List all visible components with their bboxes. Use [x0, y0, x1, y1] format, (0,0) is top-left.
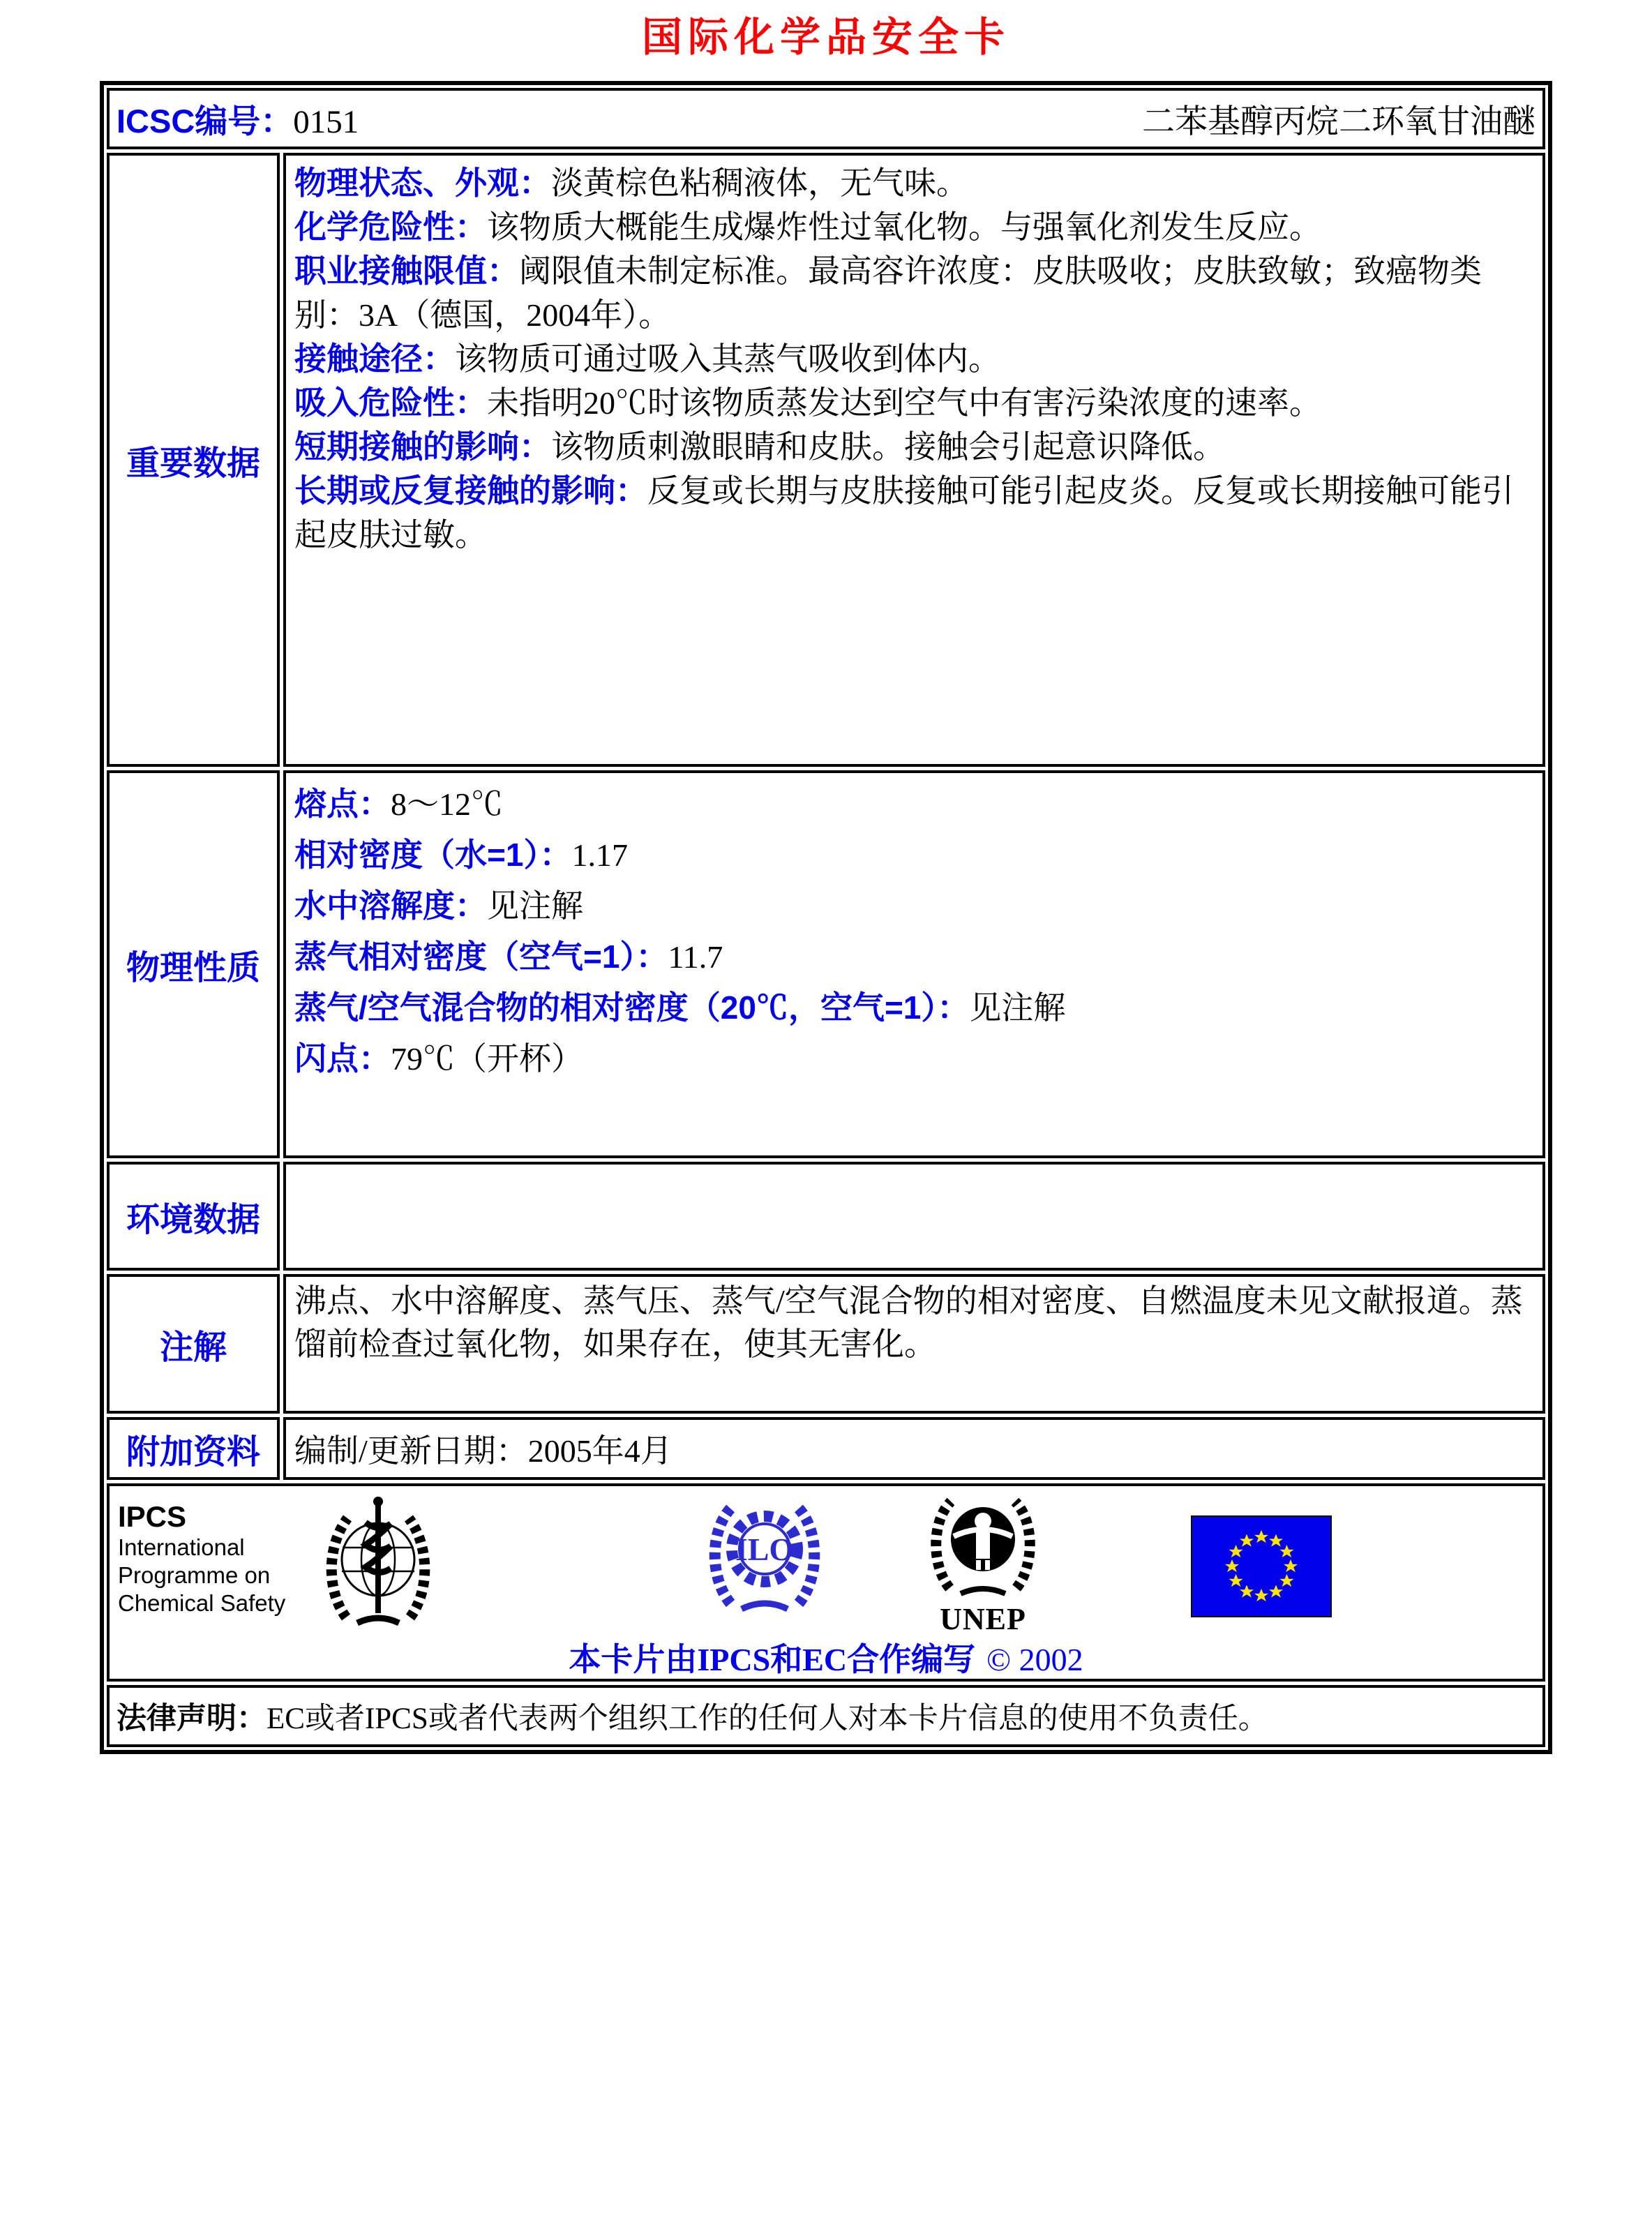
section-body-notes: 沸点、水中溶解度、蒸气压、蒸气/空气混合物的相对密度、自燃温度未见文献报道。蒸馏前检查过氧化物，如果存在，使其无害化。: [283, 1274, 1545, 1414]
item-label: 相对密度（水=1）：: [294, 837, 572, 873]
logos-footer-row: [107, 1483, 1545, 1682]
section-body-physical-properties: [283, 770, 1545, 1158]
item-label: 物理状态、外观：: [294, 165, 551, 201]
icsc-number-label: ICSC编号：: [117, 102, 294, 140]
section-body-important-data: [283, 153, 1545, 767]
chemical-name: 二苯基醇丙烷二环氧甘油醚: [1142, 103, 1535, 140]
item-label: 蒸气相对密度（空气=1）：: [294, 938, 668, 975]
item-text: 见注解: [487, 888, 583, 924]
section-heading-important-data: 重要数据: [107, 153, 280, 767]
important-item: [294, 205, 1534, 249]
ipcs-text-block: [118, 1500, 285, 1617]
ipcs-title: IPCS: [118, 1500, 187, 1533]
item-text: 79℃（开杯）: [391, 1041, 583, 1077]
important-item: [294, 249, 1534, 337]
legal-text: EC或者IPCS或者代表两个组织工作的任何人对本卡片信息的使用不负责任。: [266, 1702, 1268, 1735]
item-text: 1.17: [571, 837, 628, 873]
item-text: 11.7: [668, 939, 723, 975]
svg-text:ILO: ILO: [735, 1532, 795, 1567]
item-label: 吸入危险性：: [294, 384, 487, 421]
important-item: [294, 381, 1534, 425]
section-body-environmental-data: [283, 1162, 1545, 1271]
unep-wordmark: UNEP: [940, 1602, 1026, 1636]
item-text: 见注解: [969, 990, 1066, 1026]
important-item: [294, 337, 1534, 381]
physical-item: [294, 1033, 1534, 1084]
page-title: 国际化学品安全卡: [641, 13, 1010, 61]
eu-flag-icon: [1191, 1515, 1332, 1621]
section-heading-notes: 注解: [107, 1274, 280, 1414]
section-body-additional-info: 编制/更新日期：2005年4月: [283, 1417, 1545, 1480]
item-text: 8～12℃: [391, 786, 503, 822]
item-text: 未指明20℃时该物质蒸发达到空气中有害污染浓度的速率。: [487, 385, 1321, 421]
item-text: 该物质大概能生成爆炸性过氧化物。与强氧化剂发生反应。: [487, 209, 1321, 245]
section-heading-additional-info: 附加资料: [107, 1417, 280, 1480]
ipcs-line: Chemical Safety: [118, 1590, 286, 1616]
legal-label: 法律声明：: [117, 1702, 266, 1735]
unep-logo-icon: [924, 1490, 1042, 1637]
card-header-row: [107, 88, 1545, 149]
footer-caption-text: 本卡片由IPCS和EC合作编写: [569, 1642, 976, 1677]
important-item: [294, 161, 1534, 205]
legal-disclaimer-row: [107, 1685, 1545, 1747]
item-label: 接触途径：: [294, 340, 455, 377]
physical-item: [294, 982, 1534, 1033]
who-logo-icon: [322, 1493, 434, 1636]
icsc-number-group: [117, 96, 359, 142]
item-text: 该物质可通过吸入其蒸气吸收到体内。: [455, 341, 1000, 377]
item-label: 水中溶解度：: [294, 888, 487, 924]
important-item: [294, 425, 1534, 469]
icsc-card-table: [100, 81, 1552, 1754]
ipcs-line: Programme on: [118, 1562, 271, 1588]
section-heading-environmental-data: 环境数据: [107, 1162, 280, 1271]
item-label: 闪点：: [294, 1040, 391, 1077]
item-text: 阈限值未制定标准。最高容许浓度：皮肤吸收；皮肤致敏；致癌物类别：3A（德国，2004年）。: [294, 253, 1482, 333]
physical-item: [294, 830, 1534, 881]
item-text: 该物质刺激眼睛和皮肤。接触会引起意识降低。: [551, 429, 1225, 465]
item-label: 短期接触的影响：: [294, 428, 551, 465]
icsc-number-value: 0151: [293, 103, 359, 140]
item-text: 反复或长期与皮肤接触可能引起皮炎。反复或长期接触可能引起皮肤过敏。: [294, 473, 1514, 553]
physical-item: [294, 779, 1534, 830]
physical-item: [294, 881, 1534, 931]
footer-caption: [110, 1634, 1542, 1680]
footer-copyright: © 2002: [986, 1642, 1083, 1677]
important-item: [294, 469, 1534, 557]
item-label: 蒸气/空气混合物的相对密度（20℃，空气=1）：: [294, 989, 970, 1026]
item-label: 化学危险性：: [294, 209, 487, 245]
item-label: 长期或反复接触的影响：: [294, 472, 647, 509]
physical-item: [294, 931, 1534, 982]
section-heading-physical-properties: 物理性质: [107, 770, 280, 1158]
ipcs-line: International: [118, 1534, 245, 1560]
ilo-logo-icon: [703, 1492, 827, 1619]
item-label: 熔点：: [294, 786, 391, 822]
item-text: 淡黄棕色粘稠液体，无气味。: [551, 165, 968, 201]
item-label: 职业接触限值：: [294, 253, 519, 289]
